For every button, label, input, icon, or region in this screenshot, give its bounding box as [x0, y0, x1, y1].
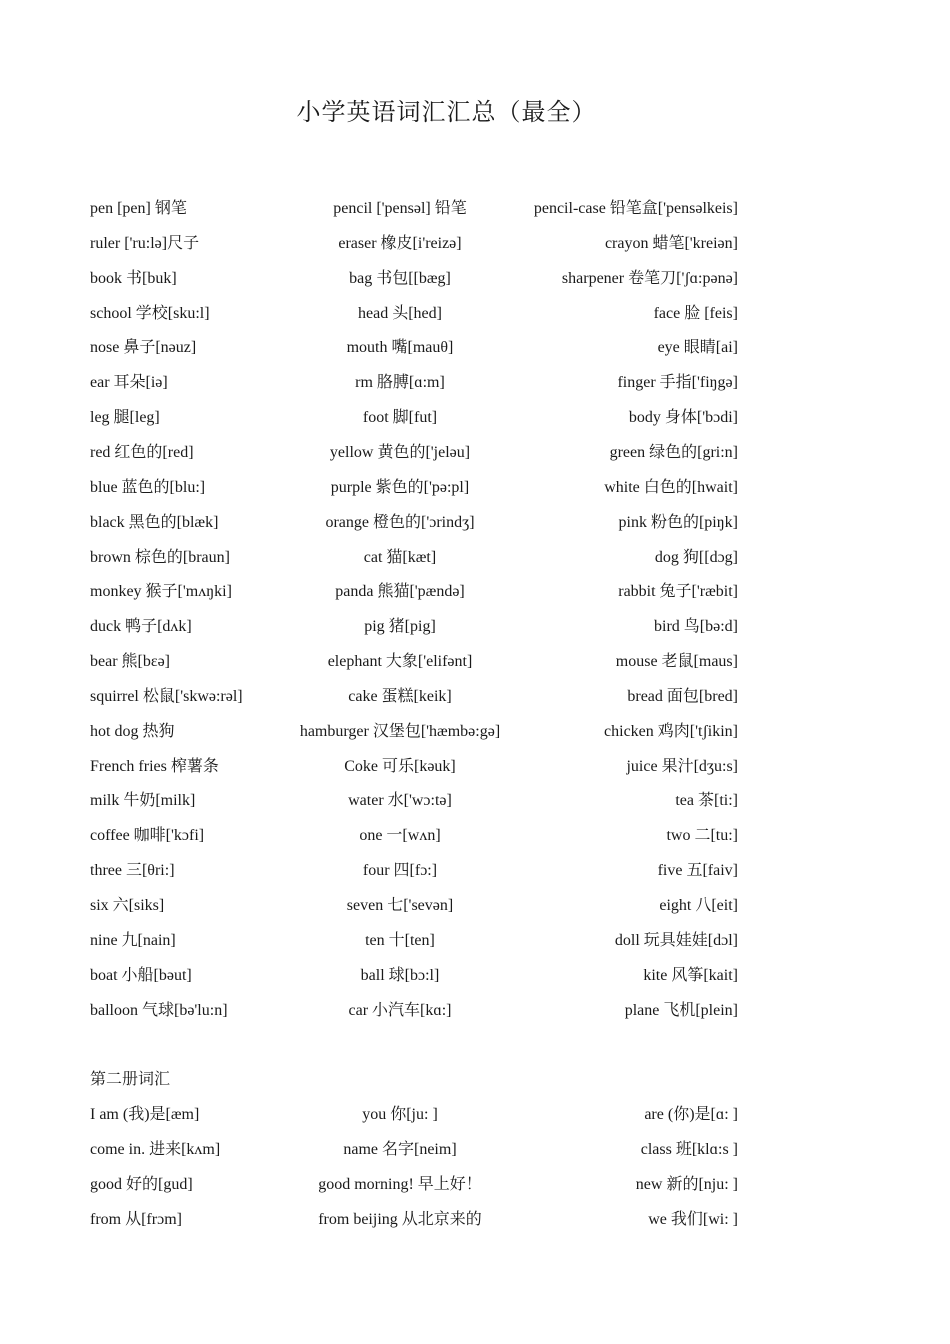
vocab-entry: green 绿色的[gri:n] — [609, 443, 738, 461]
vocab-entry: pen [pen] 钢笔 — [90, 200, 187, 217]
vocab-entry: white 白色的[hwait] — [604, 478, 738, 496]
vocab-entry: eight 八[eit] — [659, 897, 738, 914]
vocab-entry: squirrel 松鼠['skwə:rəl] — [90, 687, 243, 705]
vocab-entry: book 书[buk] — [90, 269, 177, 287]
vocab-entry: class 班[klɑ:s ] — [640, 1140, 738, 1158]
vocab-entry: pig 猪[pig] — [364, 618, 436, 636]
vocab-entry: are (你)是[ɑ: ] — [644, 1106, 738, 1123]
vocab-entry: mouse 老鼠[maus] — [615, 653, 738, 671]
vocab-entry: monkey 猴子['mʌŋki] — [90, 583, 232, 601]
vocab-row — [0, 302, 950, 326]
vocab-row — [0, 1103, 950, 1127]
vocab-entry: bread 面包[bred] — [627, 687, 738, 705]
section-title: 第二册词汇 — [90, 1071, 171, 1088]
vocab-entry: duck 鸭子[dʌk] — [90, 618, 192, 636]
vocab-entry: brown 棕色的[braun] — [90, 548, 230, 566]
vocab-entry: blue 蓝色的[blu:] — [90, 478, 206, 496]
vocab-entry: we 我们[wi: ] — [648, 1210, 738, 1228]
vocab-entry: four 四[fɔ:] — [362, 862, 438, 880]
vocab-entry: pencil ['pensəl] 铅笔 — [333, 200, 467, 217]
vocab-entry: kite 风筝[kait] — [643, 966, 738, 984]
vocab-entry: boat 小船[bəut] — [90, 966, 192, 984]
vocab-row — [0, 824, 950, 848]
vocab-entry: three 三[θri:] — [90, 862, 175, 880]
vocab-entry: school 学校[sku:l] — [90, 304, 210, 322]
vocab-row — [0, 894, 950, 918]
vocab-entry: ten 十[ten] — [365, 931, 435, 949]
vocab-entry: name 名字[neim] — [343, 1140, 457, 1158]
vocab-row — [0, 964, 950, 988]
vocab-row — [0, 267, 950, 291]
vocab-entry: panda 熊猫['pændə] — [335, 583, 465, 601]
vocab-entry: crayon 蜡笔['kreiən] — [604, 234, 738, 252]
vocab-entry: face 脸 [feis] — [653, 304, 738, 322]
vocab-entry: one 一[wʌn] — [359, 827, 441, 845]
vocab-entry: French fries 榨薯条 — [90, 757, 219, 775]
vocab-entry: mouth 嘴[mauθ] — [346, 339, 454, 357]
vocab-entry: purple 紫色的['pə:pl] — [330, 478, 470, 496]
vocab-row — [0, 476, 950, 500]
vocab-entry: yellow 黄色的['jeləu] — [329, 443, 471, 461]
vocab-entry: orange 橙色的['ɔrindʒ] — [325, 513, 475, 531]
vocab-row — [0, 371, 950, 395]
vocab-row — [0, 197, 950, 221]
vocab-row — [0, 615, 950, 639]
vocab-row — [0, 859, 950, 883]
vocab-entry: I am (我)是[æm] — [90, 1106, 200, 1123]
vocab-entry: chicken 鸡肉['tʃikin] — [604, 722, 738, 740]
vocab-entry: Coke 可乐[kəuk] — [344, 757, 456, 775]
vocab-entry: red 红色的[red] — [90, 443, 194, 461]
vocab-entry: come in. 进来[kʌm] — [90, 1140, 221, 1158]
vocab-entry: bag 书包[[bæg] — [349, 269, 451, 287]
vocab-entry: eraser 橡皮[i'reizə] — [338, 234, 462, 252]
vocab-entry: juice 果汁[dʒu:s] — [626, 757, 738, 775]
vocab-row — [0, 720, 950, 744]
vocab-entry: elephant 大象['elifənt] — [327, 653, 473, 671]
vocab-entry: leg 腿[leg] — [90, 409, 160, 427]
vocab-entry: black 黑色的[blæk] — [90, 513, 219, 531]
vocab-entry: new 新的[nju: ] — [635, 1175, 738, 1193]
vocab-entry: five 五[faiv] — [657, 862, 738, 880]
vocab-entry: good 好的[gud] — [90, 1175, 193, 1193]
vocab-row — [0, 232, 950, 256]
vocab-entry: cat 猫[kæt] — [363, 548, 437, 566]
vocab-row — [0, 580, 950, 604]
vocab-entry: nose 鼻子[nəuz] — [90, 339, 197, 357]
vocab-entry: balloon 气球[bə'lu:n] — [90, 1001, 228, 1019]
vocab-entry: two 二[tu:] — [666, 827, 738, 845]
vocab-row — [0, 789, 950, 813]
vocab-entry: sharpener 卷笔刀['ʃɑ:pənə] — [561, 269, 738, 287]
vocab-entry: you 你[ju: ] — [362, 1106, 438, 1123]
vocab-entry: pink 粉色的[piŋk] — [618, 513, 738, 531]
vocab-entry: car 小汽车[kɑ:] — [348, 1001, 452, 1019]
vocab-entry: seven 七['sevən] — [346, 897, 454, 914]
vocab-entry: from 从[frɔm] — [90, 1210, 182, 1228]
vocab-entry: head 头[hed] — [358, 304, 442, 322]
vocab-entry: dog 狗[[dɔg] — [654, 548, 738, 566]
page-title: 小学英语词汇汇总（最全） — [296, 100, 597, 126]
vocab-row — [0, 1173, 950, 1197]
vocab-entry: hamburger 汉堡包['hæmbə:gə] — [299, 722, 501, 740]
vocab-row — [0, 999, 950, 1023]
vocab-row — [0, 1208, 950, 1232]
vocab-entry: doll 玩具娃娃[dɔl] — [614, 931, 738, 949]
vocab-entry: bear 熊[bεə] — [90, 653, 171, 671]
vocab-row — [0, 685, 950, 709]
vocab-entry: ruler ['ru:lə]尺子 — [90, 234, 200, 252]
vocab-entry: six 六[siks] — [90, 897, 165, 914]
vocab-entry: coffee 咖啡['kɔfi] — [90, 827, 205, 845]
vocab-entry: body 身体['bɔdi] — [628, 409, 738, 427]
vocab-entry: eye 眼睛[ai] — [657, 339, 738, 357]
vocab-entry: hot dog 热狗 — [90, 722, 175, 740]
vocab-entry: plane 飞机[plein] — [624, 1001, 738, 1019]
vocab-entry: tea 茶[ti:] — [675, 792, 738, 810]
vocab-entry: pencil-case 铅笔盒['pensəlkeis] — [533, 200, 738, 217]
vocab-entry: good morning! 早上好！ — [318, 1175, 482, 1193]
vocab-entry: rm 胳膊[ɑ:m] — [355, 374, 445, 392]
vocab-row — [0, 511, 950, 535]
vocab-entry: milk 牛奶[milk] — [90, 792, 196, 810]
vocab-entry: ear 耳朵[iə] — [90, 374, 168, 392]
vocab-entry: water 水['wɔ:tə] — [348, 792, 452, 810]
vocab-row — [0, 546, 950, 570]
vocab-row — [0, 1138, 950, 1162]
vocab-entry: ball 球[bɔ:l] — [360, 966, 440, 984]
vocab-row — [0, 336, 950, 360]
vocab-row — [0, 650, 950, 674]
vocab-row — [0, 755, 950, 779]
vocab-entry: cake 蛋糕[keik] — [348, 687, 452, 705]
vocab-entry: rabbit 兔子['ræbit] — [618, 583, 738, 601]
vocab-entry: bird 鸟[bə:d] — [654, 618, 738, 636]
vocab-entry: nine 九[nain] — [90, 931, 176, 949]
vocab-entry: foot 脚[fut] — [362, 409, 438, 427]
vocab-entry: from beijing 从北京来的 — [318, 1210, 482, 1228]
vocab-row — [0, 441, 950, 465]
vocab-row — [0, 929, 950, 953]
vocab-entry: finger 手指['fiŋgə] — [617, 374, 738, 392]
vocab-row — [0, 406, 950, 430]
